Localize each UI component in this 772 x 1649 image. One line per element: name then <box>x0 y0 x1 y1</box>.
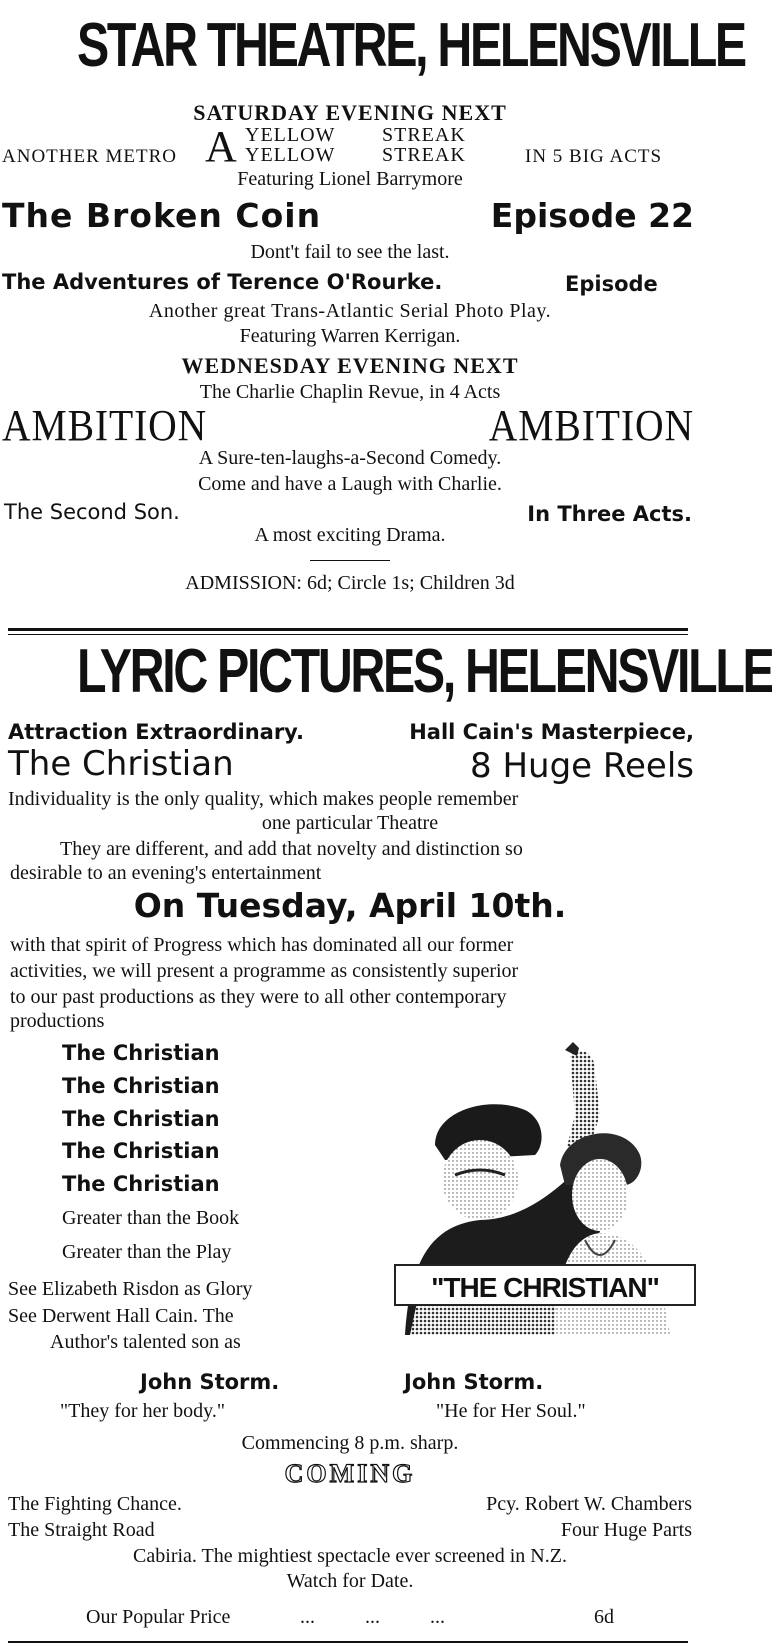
repeat-title-3: The Christian <box>62 1107 220 1131</box>
sure-ten-laughs: A Sure-ten-laughs-a-Second Comedy. <box>198 447 502 469</box>
second-son: The Second Son. <box>4 500 180 524</box>
greater-than-play: Greater than the Play <box>62 1241 232 1263</box>
broken-coin: The Broken Coin <box>2 196 322 235</box>
progress-line3: to our past productions as they were to all other contemporary <box>10 986 507 1008</box>
streak-bottom: STREAK <box>382 144 466 166</box>
star-title: STAR THEATRE, HELENSVILLE <box>77 11 745 80</box>
see-derwent: See Derwent Hall Cain. The <box>8 1305 234 1327</box>
four-huge-parts: Four Huge Parts <box>560 1519 692 1541</box>
come-laugh: Come and have a Laugh with Charlie. <box>198 473 502 495</box>
photo-caption: "THE CHRISTIAN" <box>431 1272 659 1303</box>
lyric-title: LYRIC PICTURES, HELENSVILLE <box>77 637 772 706</box>
repeat-title-4: The Christian <box>62 1139 220 1163</box>
progress-line4: productions <box>10 1010 105 1032</box>
yellow-bottom: YELLOW <box>245 144 336 166</box>
dont-fail: Dont't fail to see the last. <box>250 241 450 263</box>
different-line1: They are different, and add that novelty and distinction so <box>60 838 523 860</box>
section-divider-thin <box>8 634 688 635</box>
authors-son: Author's talented son as <box>50 1331 241 1353</box>
episode-label: Episode <box>565 272 658 296</box>
ambition-left: AMBITION <box>2 401 208 450</box>
cabiria: Cabiria. The mightiest spectacle ever screened in N.Z. <box>133 1545 567 1567</box>
featuring-barrymore: Featuring Lionel Barrymore <box>237 168 463 190</box>
in-5-big-acts: IN 5 BIG ACTS <box>525 146 663 167</box>
section-divider-thick <box>8 628 688 631</box>
yellow-top: YELLOW <box>245 124 336 146</box>
three-acts: In Three Acts. <box>527 502 692 526</box>
exciting-drama: A most exciting Drama. <box>254 524 446 546</box>
fighting-chance: The Fighting Chance. <box>8 1493 182 1515</box>
huge-reels: 8 Huge Reels <box>470 746 694 786</box>
hall-cain-masterpiece: Hall Cain's Masterpiece, <box>409 720 694 744</box>
he-for-her-soul: "He for Her Soul." <box>436 1400 586 1422</box>
watch-for-date: Watch for Date. <box>286 1570 414 1592</box>
tuesday-date: On Tuesday, April 10th. <box>133 886 567 925</box>
halftone-photo-image <box>395 1035 695 1370</box>
bottom-rule <box>8 1641 688 1643</box>
coming-heading: COMING <box>284 1459 416 1488</box>
ambition-right: AMBITION <box>488 401 694 450</box>
commencing: Commencing 8 p.m. sharp. <box>241 1432 459 1454</box>
another-metro: ANOTHER METRO <box>2 146 178 167</box>
chaplin-revue: The Charlie Chaplin Revue, in 4 Acts <box>199 381 501 403</box>
christian-photo <box>395 1035 695 1370</box>
repeat-title-2: The Christian <box>62 1074 220 1098</box>
progress-line1: with that spirit of Progress which has dominated all our former <box>10 934 514 956</box>
progress-line2: activities, we will present a programme as consistently superior <box>10 960 519 982</box>
individuality-line2: one particular Theatre <box>261 812 439 834</box>
streak-top: STREAK <box>382 124 466 146</box>
featuring-kerrigan: Featuring Warren Kerrigan. <box>239 325 461 347</box>
short-divider <box>310 560 390 561</box>
saturday-heading: SATURDAY EVENING NEXT <box>193 100 507 125</box>
chambers-author: Pcy. Robert W. Chambers <box>486 1493 692 1515</box>
john-storm-right: John Storm. <box>404 1370 544 1394</box>
admission: ADMISSION: 6d; Circle 1s; Children 3d <box>185 572 515 594</box>
the-christian-heading: The Christian <box>8 744 234 784</box>
price-dots: ... ... ... <box>300 1606 445 1628</box>
individuality-line1: Individuality is the only quality, which makes people remember <box>8 788 519 810</box>
repeat-title-1: The Christian <box>62 1041 220 1065</box>
attraction-extraordinary: Attraction Extraordinary. <box>8 720 304 744</box>
adventures-terence: The Adventures of Terence O'Rourke. <box>2 270 443 294</box>
they-for-her-body: "They for her body." <box>60 1400 225 1422</box>
big-a: A <box>205 122 237 171</box>
see-risdon: See Elizabeth Risdon as Glory <box>8 1278 253 1300</box>
greater-than-book: Greater than the Book <box>62 1207 240 1229</box>
john-storm-left: John Storm. <box>140 1370 280 1394</box>
episode-22: Episode 22 <box>490 196 694 235</box>
price-label: Our Popular Price <box>86 1606 231 1628</box>
straight-road: The Straight Road <box>8 1519 155 1541</box>
serial-photo-play: Another great Trans-Atlantic Serial Photo Play. <box>148 300 552 322</box>
repeat-title-5: The Christian <box>62 1172 220 1196</box>
wednesday-heading: WEDNESDAY EVENING NEXT <box>181 353 519 378</box>
different-line2: desirable to an evening's entertainment <box>10 862 322 884</box>
price-value: 6d <box>594 1606 614 1628</box>
